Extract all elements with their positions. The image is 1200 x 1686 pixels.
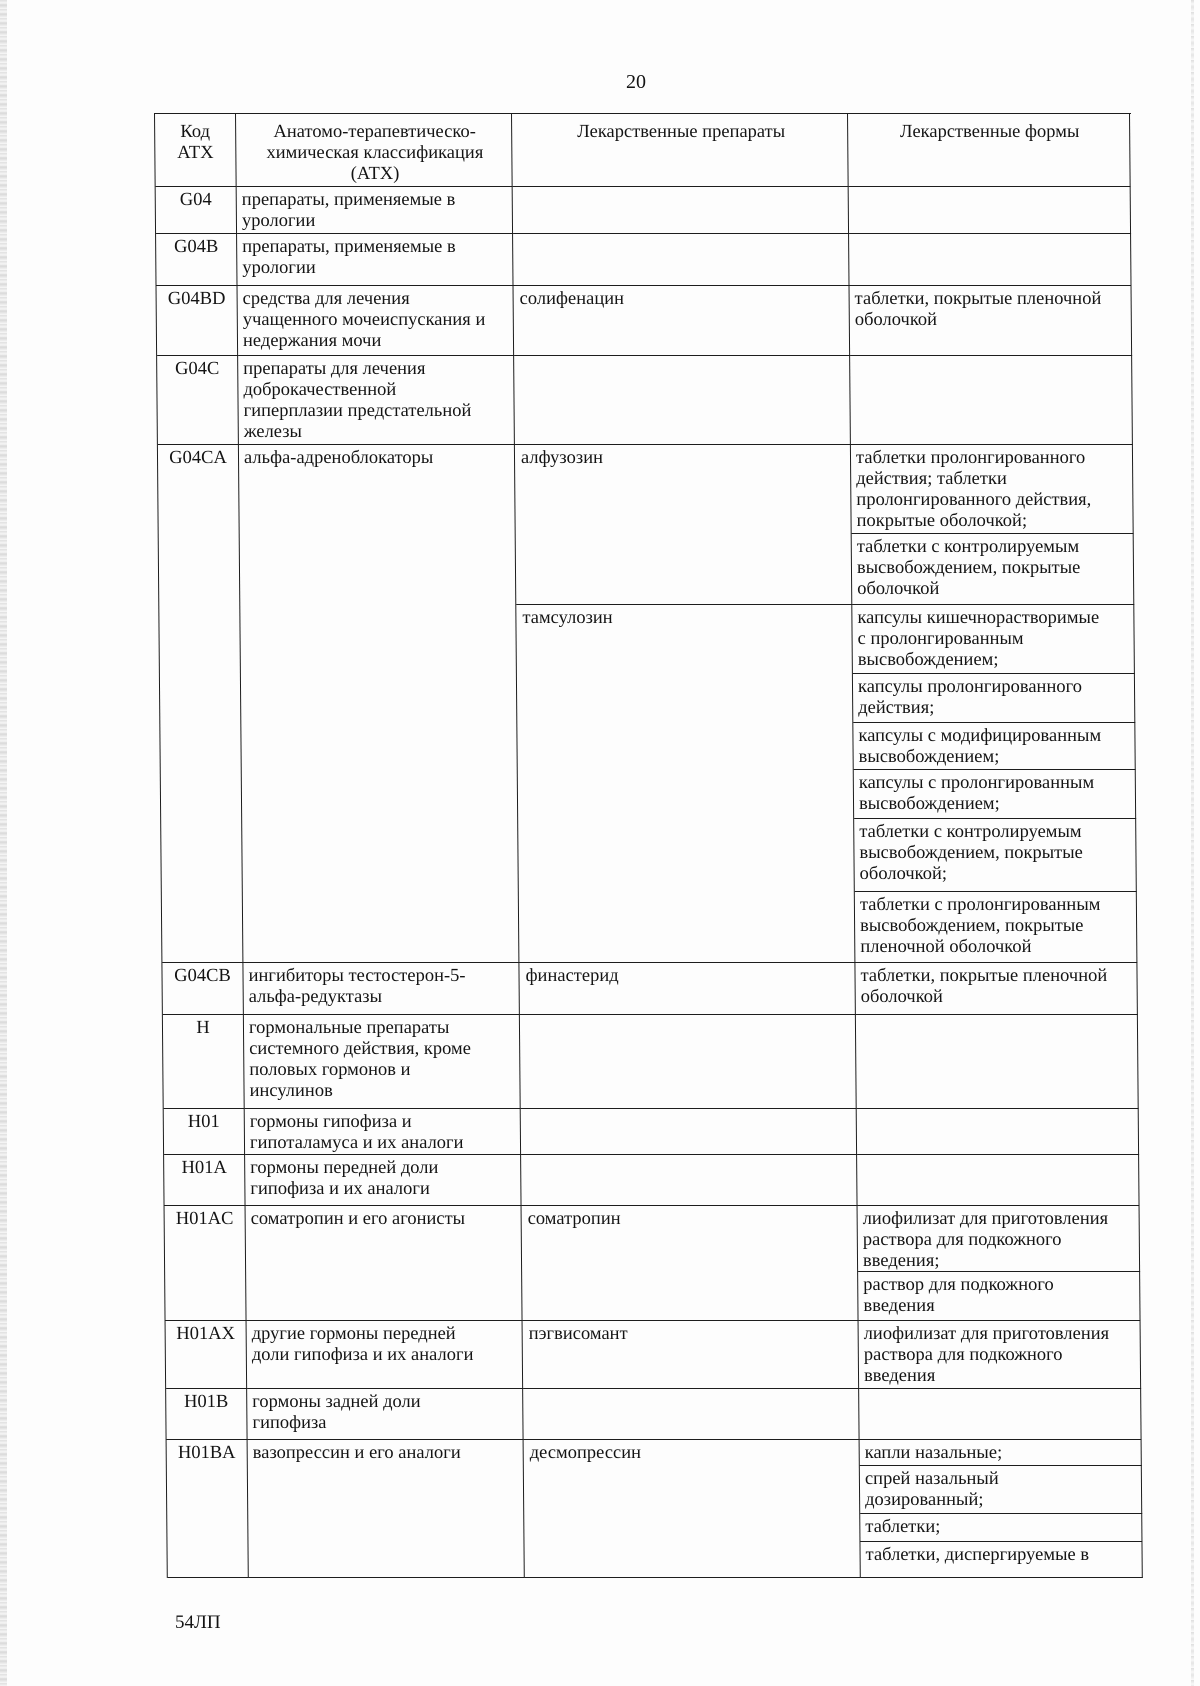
dosage-form-cell: раствор для подкожного введения [858,1272,1140,1321]
dosage-form-cell [859,1389,1141,1440]
table-row [157,286,1134,356]
atc-classification-cell: средства для лечения учащенного мочеиспускания и недержания мочи [238,286,515,356]
drug-cell: финастерид [519,963,855,1015]
atc-code-cell: H01BA [167,1440,249,1578]
dosage-form-cell [850,356,1133,445]
atc-classification-cell: гормональные препараты системного действия, кроме половых гормонов и инсулинов [244,1015,521,1109]
dosage-form-cell: таблетки с контролируемым высвобождением, покрытые оболочкой; [854,819,1137,892]
atc-classification-cell: вазопрессин и его аналоги [248,1440,525,1578]
drug-cell: соматропин [522,1206,859,1321]
dosage-form-cell: таблетки с контролируемым высвобождением, покрытые оболочкой [852,534,1135,605]
atc-classification-cell: другие гормоны передней доли гипофиза и их аналоги [247,1321,524,1389]
dosage-form-cell [856,1015,1139,1109]
atc-code-cell: H01A [164,1155,245,1206]
dosage-form-cell: спрей назальный дозированный; [860,1466,1142,1514]
dosage-form-cell: капсулы пролонгированного действия; [853,674,1135,723]
atc-classification-cell: препараты, применяемые в урологии [237,234,513,286]
dosage-form-list [860,1440,1143,1578]
dosage-form-cell: капсулы кишечнорастворимые с пролонгированным высвобождением; [852,605,1135,674]
drug-group [515,445,1134,605]
dosage-form-list [852,605,1137,963]
atc-code-cell: H01AX [166,1321,248,1389]
dosage-form-cell [857,1109,1139,1155]
table-row [164,1109,1140,1155]
drug-cell [523,1389,859,1440]
dosage-form-cell: капсулы с пролонгированным высвобождением; [854,770,1136,819]
footer-document-code: 54ЛП [175,1612,221,1633]
dosage-form-cell: таблетки, покрытые пленочной оболочкой [850,286,1133,356]
table-row [156,187,1132,234]
drug-cell [521,1109,857,1155]
table-row [156,234,1132,286]
dosage-form-cell: лиофилизат для приготовления раствора для подкожного введения [859,1321,1142,1389]
header-atc-classification: Анатомо-терапевтическо- химическая классификация (АТХ) [236,114,513,187]
table-row [167,1440,1144,1578]
drug-cell [514,356,851,445]
dosage-form-cell [857,1155,1139,1206]
atc-classification-cell: гормоны передней доли гипофиза и их аналоги [245,1155,521,1206]
scan-edge-right [1191,0,1194,1686]
dosage-form-cell: таблетки; [860,1514,1142,1542]
atc-classification-cell: альфа-адреноблокаторы [239,445,520,963]
drug-cell: алфузозин [515,445,852,605]
drug-cell [521,1155,857,1206]
header-atc-code: Код АТХ [155,114,237,187]
dosage-form-cell [849,234,1131,286]
atc-classification-cell: соматропин и его агонисты [246,1206,523,1321]
dosage-form-list [858,1206,1141,1321]
drug-group [522,1206,1141,1321]
header-dosage-forms: Лекарственные формы [848,114,1131,187]
dosage-form-cell: таблетки, диспергируемые в [860,1542,1142,1578]
drug-group [516,605,1137,963]
table-row [158,445,1139,963]
atc-code-cell: G04BD [157,286,239,356]
drug-cell [513,234,849,286]
dosage-form-cell: таблетки пролонгированного действия; таблетки пролонгированного действия, покрытые оболочкой; [851,445,1134,534]
table-row [166,1389,1142,1440]
atc-code-cell: G04 [156,187,237,234]
drug-group-list [515,445,1138,963]
dosage-form-cell: капли назальные; [860,1440,1142,1466]
dosage-form-cell: капсулы с модифицированным высвобождением; [853,723,1135,770]
dosage-form-cell: таблетки с пролонгированным высвобождением, покрытые пленочной оболочкой [855,892,1138,963]
atc-code-cell: G04C [157,356,239,445]
drug-group-list [522,1206,1141,1321]
atc-classification-cell: ингибиторы тестостерон-5- альфа-редуктазы [243,963,519,1015]
atc-drug-table [154,113,1144,1578]
table-header-row [155,114,1132,187]
atc-code-cell: H [163,1015,245,1109]
dosage-form-cell [849,187,1131,234]
atc-code-cell: G04B [156,234,237,286]
atc-classification-cell: препараты, применяемые в урологии [237,187,513,234]
drug-cell: солифенацин [514,286,851,356]
atc-code-cell: H01 [164,1109,245,1155]
drug-cell: десмопрессин [524,1440,861,1578]
atc-code-cell: G04CB [162,963,243,1015]
atc-classification-cell: гормоны гипофиза и гипоталамуса и их аналоги [245,1109,521,1155]
atc-code-cell: H01B [166,1389,247,1440]
atc-code-cell: G04CA [158,445,244,963]
drug-cell: тамсулозин [516,605,855,963]
drug-group-list [524,1440,1143,1578]
atc-code-cell: H01AC [165,1206,247,1321]
table-row [166,1321,1143,1389]
atc-classification-cell: гормоны задней доли гипофиза [247,1389,523,1440]
dosage-form-cell: таблетки, покрытые пленочной оболочкой [855,963,1137,1015]
table-row [162,963,1138,1015]
table-row [164,1155,1140,1206]
scan-edge-left [0,0,7,1686]
drug-cell [520,1015,857,1109]
dosage-form-cell: лиофилизат для приготовления раствора для подкожного введения; [858,1206,1141,1272]
drug-cell: пэгвисомант [523,1321,860,1389]
page-number: 20 [626,71,646,93]
drug-cell [513,187,849,234]
atc-classification-cell: препараты для лечения доброкачественной гиперплазии предстательной железы [238,356,515,445]
dosage-form-list [851,445,1134,605]
drug-group [524,1440,1143,1578]
table-row [157,356,1134,445]
table-row [165,1206,1142,1321]
table-row [163,1015,1140,1109]
header-drugs: Лекарственные препараты [512,114,849,187]
